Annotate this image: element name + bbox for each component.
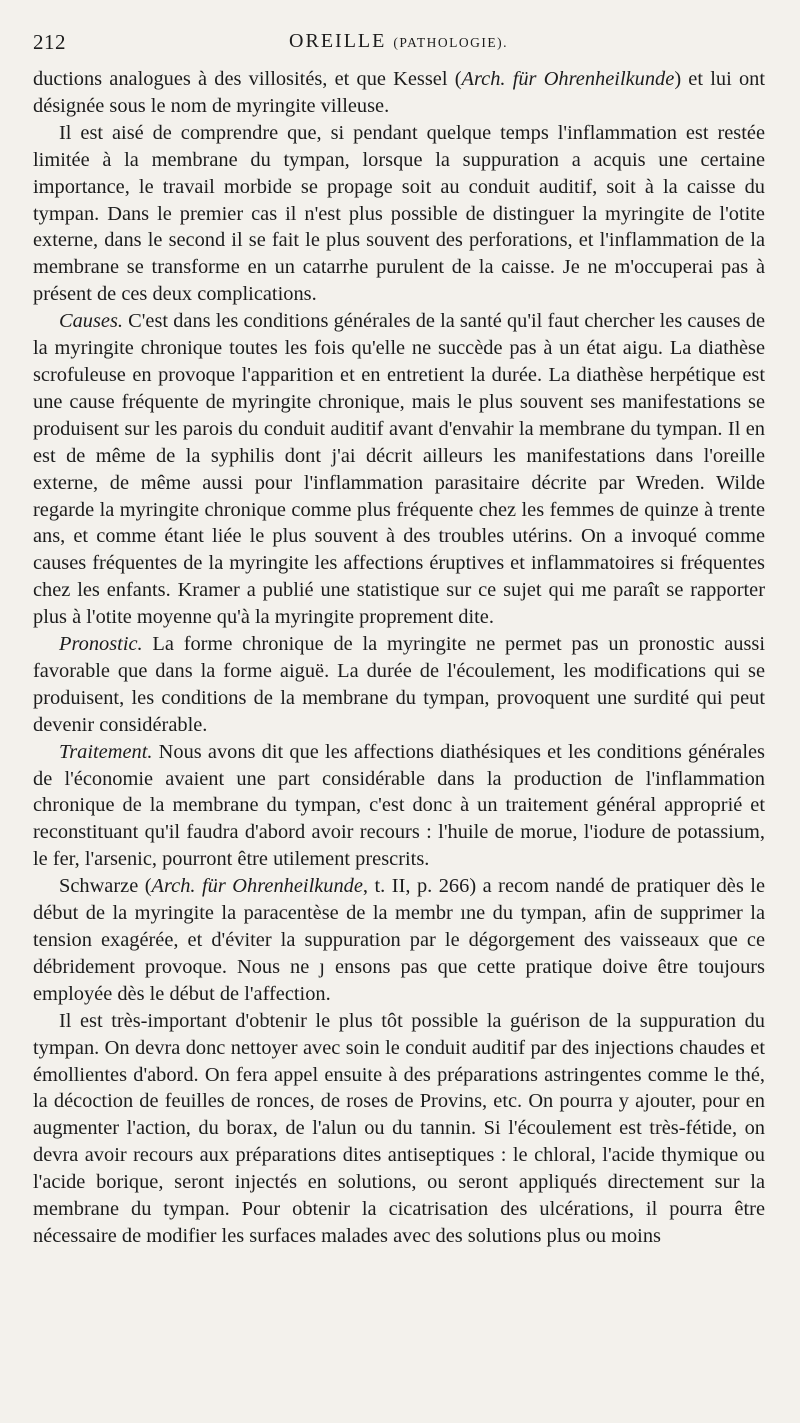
paragraph-text: Schwarze ( <box>59 875 152 898</box>
paragraph-text: C'est dans les conditions générales de la santé qu'il faut chercher les causes de la myringite chronique toutes les fois qu'elle ne succède pas à un état aigu. La diathèse scrofuleuse en provoque l'apparition et en entretient la durée. La diathèse herpétique est une cause fréquente de myringite chronique, mais le plus souvent ses manifestations se produisent sur les parois du conduit auditif avant d'envahir la membrane du tympan. Il en est de même de la syphilis dont j'ai décrit ailleurs les manifestations dans l'oreille externe, de même aussi pour l'inflammation parasitaire décrite par Wreden. Wilde regarde la myringite chronique comme plus fréquente chez les femmes de quinze à trente ans, et comme étant liée le plus souvent à des troubles utérins. On a invoqué comme causes fréquentes de la myringite les affections éruptives et inflammatoires si fréquentes chez les enfants. Kramer a publié une statistique sur ce sujet qui me paraît se rapporter plus à l'otite moyenne qu'à la myringite proprement dite. <box>33 310 765 629</box>
paragraph-text: , t. II, p. 266) a recom nandé de pratiquer dès le début de la myringite la paracentèse de la membr ıne du tympan, afin de supprimer la tension exagérée, et d'éviter la suppuration par le dégorgement des vaisseaux que ce débridement provoque. Nous ne ȷ ensons pas que cette pratique doive être toujours employée dès le début de l'affection. <box>33 875 765 1005</box>
paragraph: Il est très-important d'obtenir le plus tôt possible la guérison de la suppuration du tympan. On devra donc nettoyer avec soin le conduit auditif par des injections chaudes et émollientes d'abord. On fera appel ensuite à des préparations astringentes comme le thé, la décoction de feuilles de ronces, de roses de Provins, etc. On pourra y ajouter, pour en augmenter l'action, du borax, de l'alun ou du tannin. Si l'écoulement est très-fétide, on devra avoir recours aux préparations dites antiseptiques : le chloral, l'acide thymique ou l'acide borique, seront injectés en solutions, ou seront appliqués directement sur la membrane du tympan. Pour obtenir la cicatrisation des ulcérations, il pourra être nécessaire de modifier les surfaces malades avec des solutions plus ou moins <box>33 1009 765 1247</box>
section-heading-traitement: Traitement. <box>59 740 153 763</box>
section-heading-causes: Causes. <box>59 310 124 333</box>
running-head <box>33 30 764 53</box>
paragraph: Il est aisé de comprendre que, si pendant quelque temps l'inflammation est restée limitée à la membrane du tympan, lorsque la suppuration a acquis une certaine importance, le travail morbide se propage soit au conduit auditif, soit à la caisse du tympan. Dans le premier cas il n'est plus possible de distinguer la myringite de l'otite externe, dans le second il se fait le plus souvent des perforations, et l'inflammation de la membrane se transforme en un catarrhe purulent de la caisse. Je ne m'occuperai pas à présent de ces deux complications. <box>33 121 765 306</box>
running-head-title: OREILLE <box>289 30 387 52</box>
paragraph-text: Nous avons dit que les affections diathésiques et les conditions générales de l'économie avaient une part considérable dans la production de l'inflammation chronique de la membrane du tympan, c'est donc à un traitement général approprié et reconstituant qu'il faudra d'abord avoir recours : l'huile de morue, l'iodure de potassium, le fer, l'arsenic, pourront être utilement prescrits. <box>33 740 765 871</box>
journal-title: Arch. für Ohrenheilkunde <box>151 875 363 898</box>
section-heading-pronostic: Pronostic. <box>59 633 143 656</box>
page-header <box>33 30 764 60</box>
paragraph-traitement <box>33 739 765 874</box>
paragraph-text: ) et lui ont désignée sous le nom de myringite villeuse. <box>33 68 766 117</box>
body-text <box>33 66 765 1250</box>
running-head-subtitle: (PATHOLOGIE). <box>393 35 508 50</box>
paragraph-causes <box>33 308 765 631</box>
journal-title: Arch. für Ohrenheilkunde <box>461 68 675 90</box>
paragraph-text: La forme chronique de la myringite ne permet pas un pronostic aussi favorable que dans la forme aiguë. La durée de l'écoulement, les modifications qui se produisent, les conditions de la membrane du tympan, provoquent une surdité qui peut devenir considérable. <box>33 633 765 736</box>
paragraph-text: ductions analogues à des villosités, et que Kessel ( <box>33 68 462 90</box>
paragraph <box>33 873 765 1008</box>
paragraph-pronostic <box>33 631 765 739</box>
page-number: 212 <box>33 30 66 54</box>
paragraph-continuation <box>33 66 765 120</box>
